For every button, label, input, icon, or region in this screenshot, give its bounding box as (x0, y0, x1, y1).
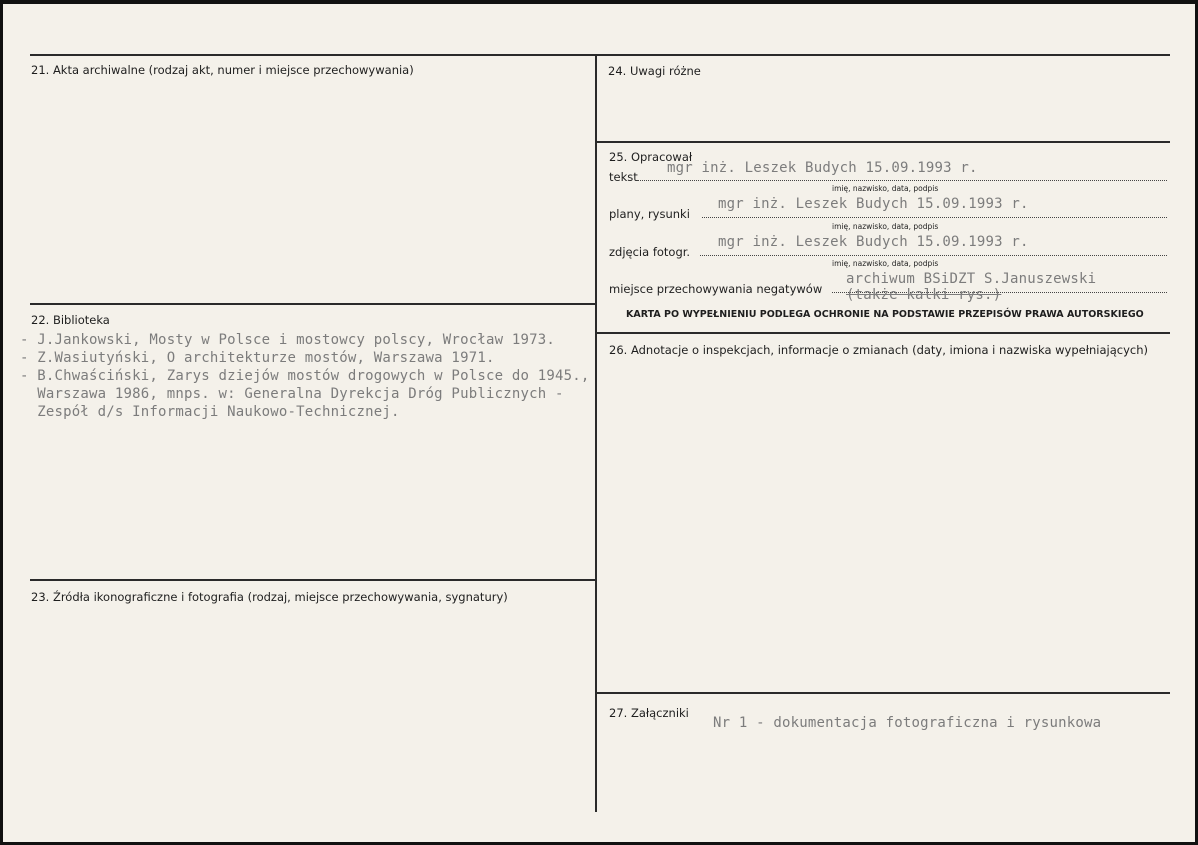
bibliography-line: - B.Chwaściński, Zarys dziejów mostów drogowych w Polsce do 1945., (20, 368, 590, 384)
plany-value: mgr inż. Leszek Budych 15.09.1993 r. (718, 196, 1029, 212)
bibliography-line: Warszawa 1986, mnps. w: Generalna Dyrekcja Dróg Publicznych - (20, 386, 564, 402)
tekst-dotted-line (637, 180, 1167, 181)
zdjecia-value: mgr inż. Leszek Budych 15.09.1993 r. (718, 234, 1029, 250)
rule-left-23 (30, 579, 596, 581)
rule-right-27 (596, 692, 1170, 694)
negatywy-label: miejsce przechowywania negatywów (609, 282, 823, 296)
plany-dotted-line (702, 217, 1167, 218)
tekst-label: tekst (609, 170, 638, 184)
rule-right-26 (596, 332, 1170, 334)
rule-left-22 (30, 303, 596, 305)
zdjecia-label: zdjęcia fotogr. (609, 245, 691, 259)
page-edge-left (0, 0, 3, 845)
bibliography-line: - J.Jankowski, Mosty w Polsce i mostowcy polscy, Wrocław 1973. (20, 332, 555, 348)
bibliography-line: - Z.Wasiutyński, O architekturze mostów, Warszawa 1971. (20, 350, 495, 366)
attachment-value: Nr 1 - dokumentacja fotograficzna i rysunkowa (713, 715, 1102, 731)
plany-label: plany, rysunki (609, 207, 690, 221)
bibliography-line: Zespół d/s Informacji Naukowo-Technicznej. (20, 404, 400, 420)
plany-hint: imię, nazwisko, data, podpis (832, 222, 939, 231)
section-27-label: 27. Załączniki (609, 706, 689, 720)
rule-center-vertical (595, 54, 597, 812)
negatywy-value-note: (także kalki rys.) (846, 287, 1002, 303)
rule-top-left (30, 54, 596, 56)
tekst-value: mgr inż. Leszek Budych 15.09.1993 r. (667, 160, 978, 176)
copyright-notice: KARTA PO WYPEŁNIENIU PODLEGA OCHRONIE NA PODSTAWIE PRZEPISÓW PRAWA AUTORSKIEGO (626, 309, 1144, 320)
zdjecia-hint: imię, nazwisko, data, podpis (832, 259, 939, 268)
page-edge-top (0, 0, 1198, 4)
rule-top-right (596, 54, 1170, 56)
section-22-label: 22. Biblioteka (31, 313, 110, 327)
negatywy-value: archiwum BSiDZT S.Januszewski (846, 271, 1097, 287)
rule-right-25 (596, 141, 1170, 143)
section-23-label: 23. Źródła ikonograficzne i fotografia (rodzaj, miejsce przechowywania, sygnatury) (31, 590, 508, 604)
section-24-label: 24. Uwagi różne (608, 64, 701, 78)
zdjecia-dotted-line (700, 255, 1167, 256)
section-25-label: 25. Opracował (609, 150, 693, 164)
section-26-label: 26. Adnotacje o inspekcjach, informacje o zmianach (daty, imiona i nazwiska wypełniających) (609, 343, 1149, 357)
section-21-label: 21. Akta archiwalne (rodzaj akt, numer i miejsce przechowywania) (31, 63, 414, 77)
tekst-hint: imię, nazwisko, data, podpis (832, 184, 939, 193)
